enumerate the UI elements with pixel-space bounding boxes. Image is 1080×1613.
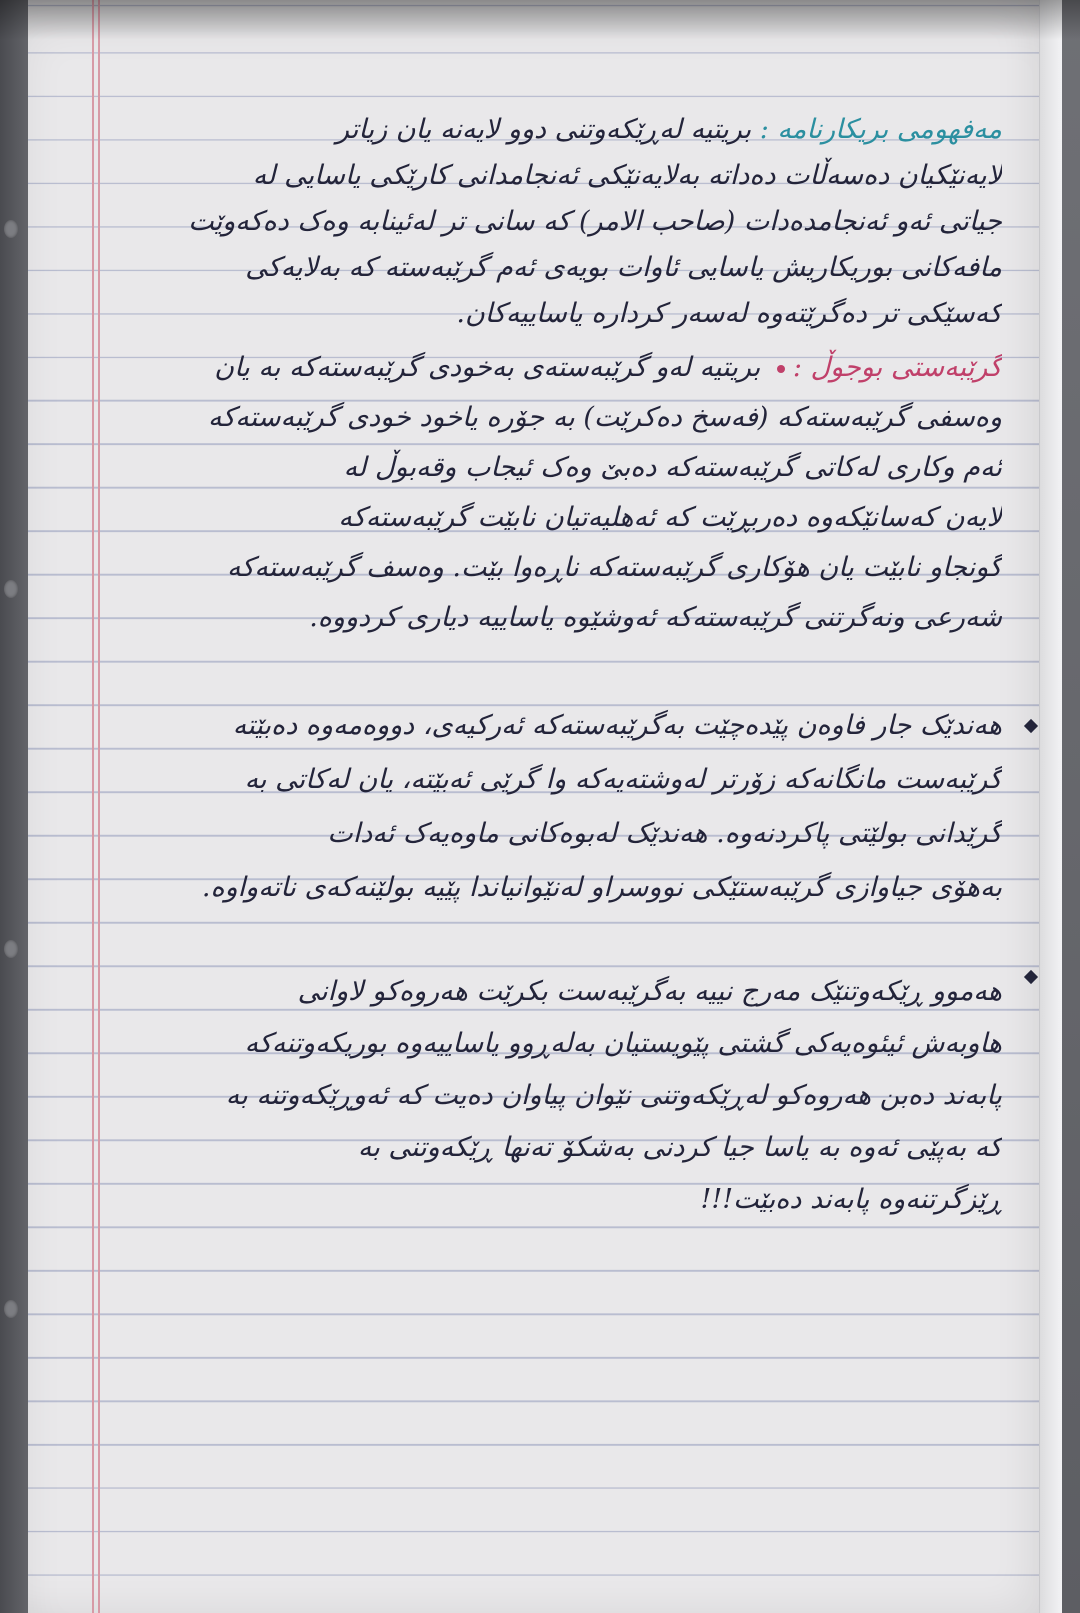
text-line — [108, 704, 1002, 748]
text-line — [108, 1074, 1002, 1118]
line-text: گرێدانی بولێتی پاکردنەوە. هەندێک لەبوەکانی ماوەیەک ئەدات — [327, 818, 1002, 849]
text-line — [108, 1178, 1002, 1222]
bullet-marker — [1024, 719, 1038, 733]
line-text: بریتیە لەو گرێبەستەی بەخودی گرێبەستەکە بە یان — [214, 352, 761, 383]
bullet-marker — [1024, 970, 1038, 984]
margin-line — [92, 0, 94, 1613]
line-text: هاوبەش ئیئوەیەکی گشتی پێویستیان بەلەڕوو یاساییەوە بوریکەوتنەکە — [244, 1028, 1002, 1059]
binder-hole — [4, 940, 18, 958]
text-line — [108, 200, 1002, 244]
line-text: گونجاو نابێت یان هۆکاری گرێبەستەکە ناڕەوا بێت. وەسف گرێبەستەکە — [227, 552, 1002, 583]
text-line — [108, 1126, 1002, 1170]
line-text: کە بەپێی ئەوە بە یاسا جیا کردنی بەشکۆ تەنها ڕێکەوتنی بە — [357, 1132, 1002, 1163]
text-line — [108, 154, 1002, 198]
text-line — [108, 292, 1002, 336]
line-text: شەرعی ونەگرتنی گرێبەستەکە ئەوشێوە یاساییە دیاری کردووە. — [309, 602, 1002, 633]
text-line — [108, 496, 1002, 540]
section-heading: گرێبەستی بوجوڵ : — [792, 352, 1002, 383]
text-line — [108, 246, 1002, 290]
text-line — [108, 396, 1002, 440]
text-line — [108, 758, 1002, 802]
line-text: کەسێکی تر دەگرێتەوە لەسەر کردارە یاساییەکان. — [456, 298, 1002, 329]
line-text: ڕێزگرتنەوە پابەند دەبێت!!! — [700, 1184, 1002, 1215]
line-text: پابەند دەبن هەروەکو لەڕێکەوتنی نێوان پیاوان دەیت کە ئەوڕێکەوتنە بە — [225, 1080, 1002, 1111]
line-text: گرێبەست مانگانەکە زۆرتر لەوشتەیەکە وا گرێی ئەبێتە، یان لەکاتی بە — [244, 764, 1002, 795]
line-text: جیاتی ئەو ئەنجامدەدات (صاحب الامر) کە سانی تر لەئینابە وەک دەکەوێت — [188, 206, 1002, 237]
text-line — [108, 1022, 1002, 1066]
line-text: ئەم وکاری لەکاتی گرێبەستەکە دەبێ وەک ئیجاب وقەبوڵ لە — [343, 452, 1002, 483]
binder-hole — [4, 1300, 18, 1318]
lined-notebook-page — [28, 0, 1062, 1613]
text-line — [108, 446, 1002, 490]
section-heading: مەفهومی بریکارنامە : — [759, 114, 1002, 145]
line-text: مافەکانی بوریکاریش یاسایی ئاوات بویەی ئەم گرێبەستە کە بەلایەکی — [245, 252, 1002, 283]
text-line — [108, 970, 1002, 1014]
line-text: هەندێک جار فاوەن پێدەچێت بەگرێبەستەکە ئەرکیەی، دووەمەوە دەبێتە — [232, 710, 1002, 741]
text-line — [108, 108, 1002, 152]
line-text: بریتیە لەڕێکەوتنی دوو لایەنە یان زیاتر — [336, 114, 752, 145]
line-text: لایەنێکیان دەسەڵات دەداتە بەلایەنێکی ئەنجامدانی کارێکی یاسایی لە — [252, 160, 1002, 191]
binder-hole — [4, 580, 18, 598]
line-text: وەسفی گرێبەستەکە (فەسخ دەکرێت) بە جۆرە یاخود خودی گرێبەستەکە — [207, 402, 1002, 433]
line-text: بەهۆی جیاوازی گرێبەستێکی نووسراو لەنێوانیاندا پێیە بولێنەکەی ناتەواوە. — [201, 872, 1002, 903]
next-page-edge — [1039, 0, 1062, 1613]
text-line — [108, 866, 1002, 910]
text-line — [108, 596, 1002, 640]
text-line — [108, 546, 1002, 590]
margin-line — [98, 0, 100, 1613]
binder-hole — [4, 220, 18, 238]
text-line — [108, 346, 1002, 390]
line-text: لایەن کەسانێکەوە دەربڕێت کە ئەهلیەتیان نابێت گرێبەستەکە — [338, 502, 1002, 533]
text-line — [108, 812, 1002, 856]
bullet-dot — [777, 365, 785, 373]
line-text: هەموو ڕێکەوتنێک مەرج نییە بەگرێبەست بکرێت هەروەکو لاوانی — [297, 976, 1002, 1007]
